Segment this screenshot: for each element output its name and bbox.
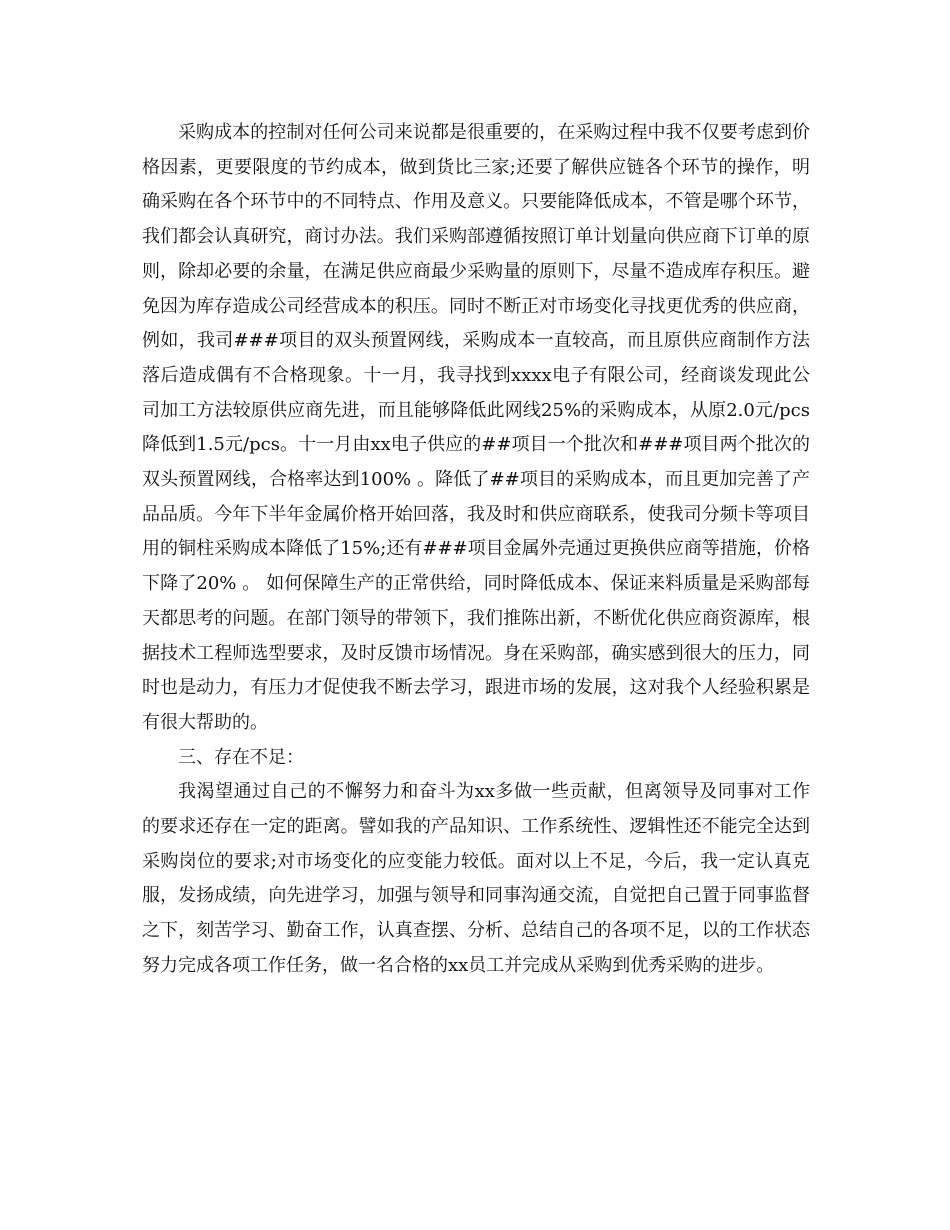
section-heading-shortcomings: 三、存在不足： [178,746,304,768]
paragraph-shortcomings: 我渴望通过自己的不懈努力和奋斗为xx多做一些贡献，但离领导及同事对工作的要求还存在一定的距离。譬如我的产品知识、工作系统性、逻辑性还不能完全达到采购岗位的要求;对市场变化的应变能力较低。面对以上不足，今后，我一定认真克服，发扬成绩，向先进学习，加强与领导和同事沟通交流，自觉把自己置于同事监督之下，刻苦学习、勤奋工作，认真查摆、分析、总结自己的各项不足，以的工作状态努力完成各项工作任务，做一名合格的xx员工并完成从采购到优秀采购的进步。 [142,781,810,976]
paragraph-procurement-cost: 采购成本的控制对任何公司来说都是很重要的，在采购过程中我不仅要考虑到价格因素，更要限度的节约成本，做到货比三家;还要了解供应链各个环节的操作，明确采购在各个环节中的不同特点、作用及意义。只要能降低成本，不管是哪个环节，我们都会认真研究，商讨办法。我们采购部遵循按照订单计划量向供应商下订单的原则，除却必要的余量，在满足供应商最少采购量的原则下，尽量不造成库存积压。避免因为库存造成公司经营成本的积压。同时不断正对市场变化寻找更优秀的供应商，例如，我司###项目的双头预置网线，采购成本一直较高，而且原供应商制作方法落后造成偶有不合格现象。十一月，我寻找到xxxx电子有限公司，经商谈发现此公司加工方法较原供应商先进，而且能够降低此网线25%的采购成本，从原2.0元/pcs降低到1.5元/pcs。十一月由xx电子供应的##项目一个批次和###项目两个批次的双头预置网线，合格率达到100% 。降低了##项目的采购成本，而且更加完善了产品品质。今年下半年金属价格开始回落，我及时和供应商联系，使我司分频卡等项目用的铜柱采购成本降低了15%;还有###项目金属外壳通过更换供应商等措施，价格下降了20% 。 如何保障生产的正常供给，同时降低成本、保证来料质量是采购部每天都思考的问题。在部门领导的带领下，我们推陈出新，不断优化供应商资源库，根据技术工程师选型要求，及时反馈市场情况。身在采购部，确实感到很大的压力，同时也是动力，有压力才促使我不断去学习，跟进市场的发展，这对我个人经验积累是有很大帮助的。 [142,122,810,733]
document-body [142,116,810,984]
